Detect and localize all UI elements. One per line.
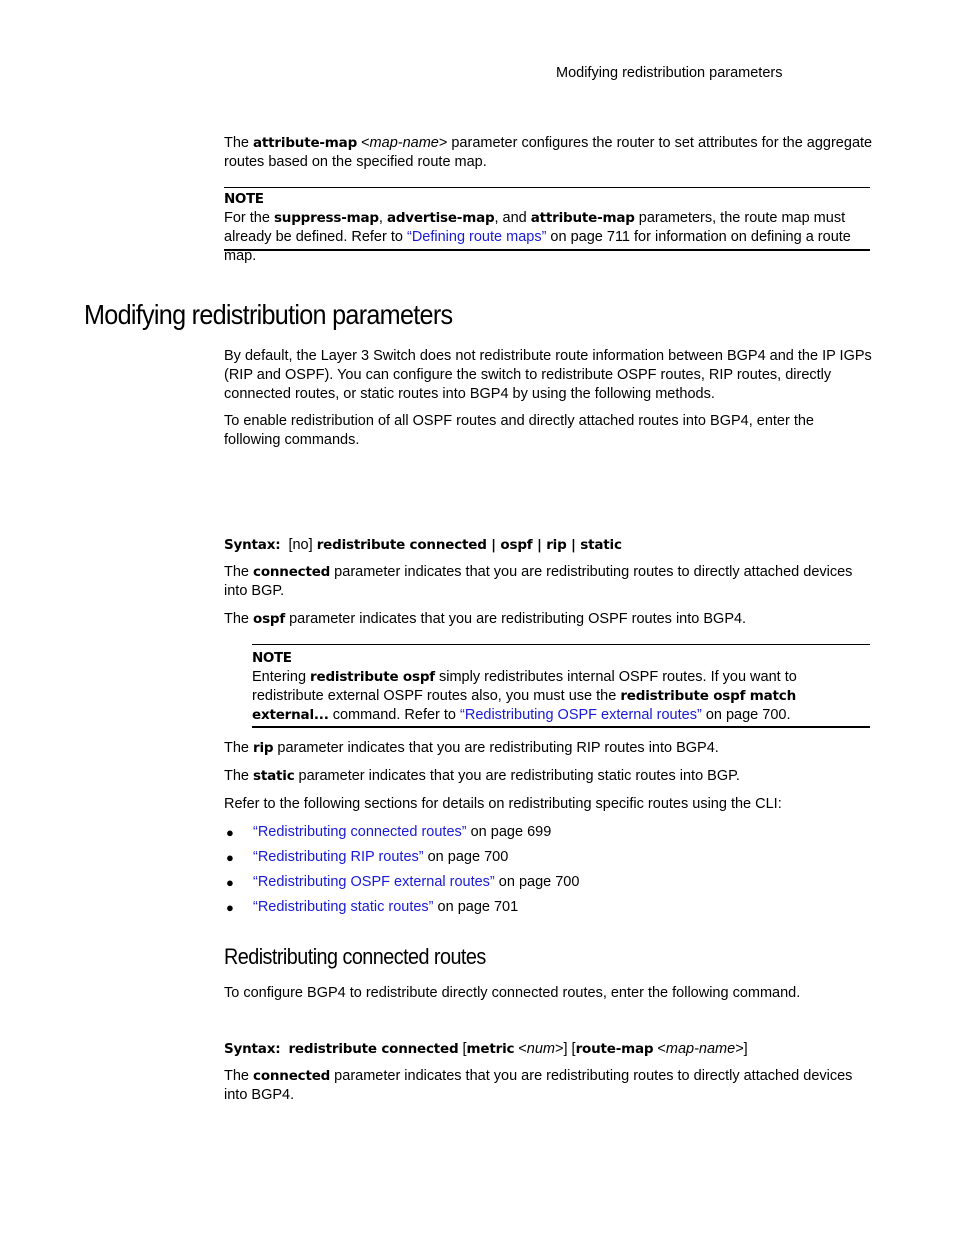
configure-paragraph [224, 984, 874, 1003]
link-redistributing-connected-routes[interactable]: “Redistributing connected routes” [253, 824, 467, 840]
rip-paragraph [224, 739, 874, 758]
text: < [653, 1041, 666, 1057]
syntax-line [224, 1040, 874, 1059]
note-label: NOTE [252, 650, 292, 666]
text: To enable redistribution of all OSPF routes and directly attached routes into BGP4, enter the following commands. [224, 413, 814, 448]
keyword-connected: connected [253, 564, 331, 580]
text: The [224, 135, 254, 151]
text: The [224, 564, 254, 580]
text: < [514, 1041, 527, 1057]
text: The [224, 1068, 254, 1084]
text: The [224, 740, 254, 756]
text: command. Refer to [328, 707, 461, 723]
bullet-icon: ● [226, 825, 234, 840]
keyword-advertise-map: advertise-map [386, 210, 495, 226]
note-top-rule [252, 644, 870, 645]
keyword-redistribute-ospf: redistribute ospf [310, 669, 435, 685]
link-redistributing-ospf-external-routes[interactable]: “Redistributing OSPF external routes” [253, 874, 495, 890]
text: parameter indicates that you are redistributing routes to directly attached devices into BGP4. [224, 1068, 853, 1103]
note-top-rule [224, 187, 870, 188]
note-box-1 [224, 190, 874, 266]
keyword-redistribute-ospf-match-external: redistribute ospf match external... [252, 688, 796, 723]
bullet-icon: ● [226, 875, 234, 890]
text: on page 701 [433, 899, 519, 915]
text: parameters, the route map must already be defined. Refer to [224, 210, 846, 245]
text: on page 699 [466, 824, 552, 840]
text: parameter indicates that you are redistributing OSPF routes into BGP4. [285, 611, 747, 627]
keyword-attribute-map: attribute-map [530, 210, 635, 226]
keyword-metric: metric [466, 1041, 515, 1057]
text: parameter indicates that you are redistributing RIP routes into BGP4. [273, 740, 719, 756]
text: > parameter configures the router to set attributes for the aggregate routes based on the specified route map. [224, 135, 873, 170]
syntax-command: redistribute connected [288, 1041, 459, 1057]
enable-paragraph [224, 412, 874, 450]
text: [no] [288, 537, 317, 553]
variable-map-name: map-name [665, 1041, 736, 1057]
connected-bgp4-paragraph [224, 1067, 874, 1105]
note-bottom-rule [252, 726, 870, 728]
variable-num: num [526, 1041, 556, 1057]
syntax-label: Syntax: [224, 537, 281, 553]
text: Entering [252, 669, 311, 685]
keyword-suppress-map: suppress-map [273, 210, 379, 226]
note-bottom-rule [224, 249, 870, 251]
keyword-connected: connected [253, 1068, 331, 1084]
text: Refer to the following sections for details on redistributing specific routes using the CLI: [224, 796, 782, 812]
syntax-label: Syntax: [224, 1041, 281, 1057]
keyword-attribute-map: attribute-map [253, 135, 358, 151]
keyword-static: static [253, 768, 295, 784]
keyword-route-map: route-map [575, 1041, 654, 1057]
text: parameter indicates that you are redistributing routes to directly attached devices into BGP. [224, 564, 853, 599]
variable-map-name: map-name [369, 135, 439, 151]
attribute-map-paragraph [224, 134, 874, 172]
bullet-icon: ● [226, 850, 234, 865]
text: on page 711 for information on defining a route map. [224, 229, 851, 264]
note-label: NOTE [224, 191, 264, 207]
text: parameter indicates that you are redistributing static routes into BGP. [294, 768, 740, 784]
text: The [224, 611, 254, 627]
text: >] [735, 1041, 748, 1057]
syntax-line [224, 536, 874, 555]
section-heading: Modifying redistribution parameters [84, 299, 453, 330]
link-redistributing-ospf-external-routes[interactable]: “Redistributing OSPF external routes” [460, 707, 702, 723]
subsection-heading: Redistributing connected routes [224, 944, 486, 969]
text: [ [458, 1041, 467, 1057]
text: < [357, 135, 370, 151]
connected-paragraph [224, 563, 874, 601]
text: on page 700. [701, 707, 791, 723]
running-header: Modifying redistribution parameters [556, 65, 783, 81]
intro-paragraph [224, 347, 874, 404]
text: By default, the Layer 3 Switch does not redistribute route information between BGP4 and the IP IGPs (RIP and OSPF). You can configure the switch to redistribute OSPF routes, RIP routes, directly connected routes, or static routes into BGP4 by using the following methods. [224, 348, 872, 402]
text: >] [ [555, 1041, 576, 1057]
bullet-icon: ● [226, 900, 234, 915]
text: on page 700 [494, 874, 580, 890]
syntax-command: redistribute connected | ospf | rip | static [316, 537, 622, 553]
text: on page 700 [423, 849, 509, 865]
static-paragraph [224, 767, 874, 786]
link-redistributing-rip-routes[interactable]: “Redistributing RIP routes” [253, 849, 424, 865]
text: The [224, 768, 254, 784]
text: For the [224, 210, 274, 226]
link-redistributing-static-routes[interactable]: “Redistributing static routes” [253, 899, 434, 915]
text: , and [494, 210, 531, 226]
text: , [378, 210, 387, 226]
refer-paragraph [224, 795, 874, 814]
ospf-paragraph [224, 610, 874, 629]
text: simply redistributes internal OSPF routes. If you want to redistribute external OSPF routes also, you must use the [252, 669, 797, 704]
link-defining-route-maps[interactable]: “Defining route maps” [406, 229, 547, 245]
text: To configure BGP4 to redistribute directly connected routes, enter the following command. [224, 985, 801, 1001]
keyword-rip: rip [253, 740, 274, 756]
keyword-ospf: ospf [253, 611, 286, 627]
note-box-2 [252, 649, 872, 725]
